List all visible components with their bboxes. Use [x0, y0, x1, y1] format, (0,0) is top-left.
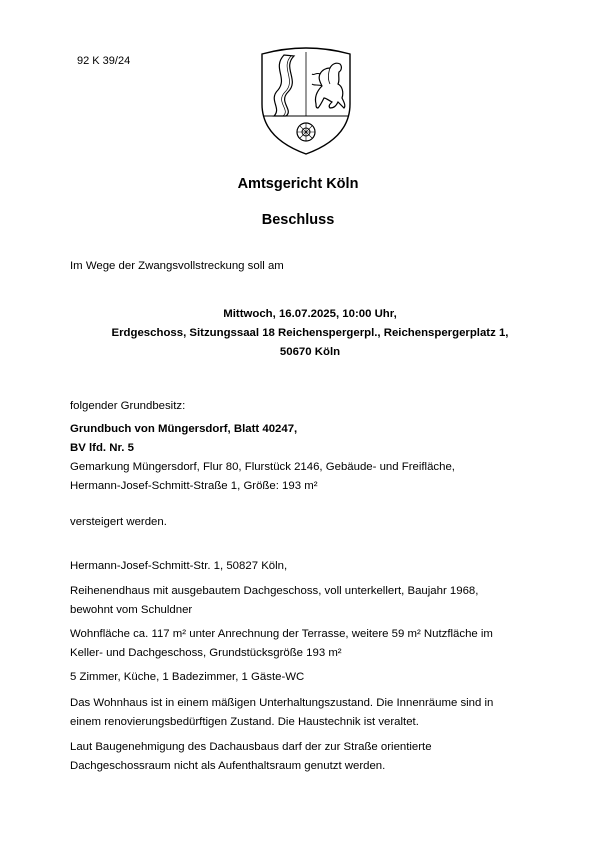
property-item: BV lfd. Nr. 5 [70, 442, 134, 454]
appointment-date: Mittwoch, 16.07.2025, 10:00 Uhr, [223, 308, 397, 320]
appointment-city: 50670 Köln [279, 346, 341, 358]
permit-note [70, 738, 432, 776]
court-name: Amtsgericht Köln [237, 176, 359, 192]
land-register: Grundbuch von Müngersdorf, Blatt 40247, [70, 423, 298, 435]
property-address: Hermann-Josef-Schmitt-Str. 1, 50827 Köln, [70, 560, 288, 572]
condition-description-line: einem renovierungsbedürftigen Zustand. Die Haustechnik ist veraltet. [70, 716, 419, 728]
house-description [70, 582, 478, 620]
house-description-line: Reihenendhaus mit ausgebautem Dachgeschoss, voll unterkellert, Baujahr 1968, [70, 585, 479, 597]
rooms-description: 5 Zimmer, Küche, 1 Badezimmer, 1 Gäste-WC [70, 671, 305, 683]
auction-statement: versteigert werden. [70, 516, 167, 528]
permit-note-line: Laut Baugenehmigung des Dachausbaus darf der zur Straße orientierte [70, 741, 432, 753]
house-description-line: bewohnt vom Schuldner [70, 604, 193, 616]
area-description-line: Wohnfläche ca. 117 m² unter Anrechnung der Terrasse, weitere 59 m² Nutzfläche im [70, 628, 493, 640]
area-description [70, 625, 493, 663]
property-address-size: Hermann-Josef-Schmitt-Straße 1, Größe: 193 m² [70, 480, 318, 492]
property-block [70, 420, 455, 496]
condition-description-line: Das Wohnhaus ist in einem mäßigen Unterhaltungszustand. Die Innenräume sind in [70, 697, 494, 709]
permit-note-line: Dachgeschossraum nicht als Aufenthaltsraum genutzt werden. [70, 760, 386, 772]
document-type: Beschluss [261, 212, 335, 228]
case-number: 92 K 39/24 [77, 55, 131, 67]
coat-of-arms-icon [256, 46, 356, 158]
appointment-block [60, 305, 560, 362]
property-intro: folgender Grundbesitz: [70, 400, 186, 412]
property-parcel: Gemarkung Müngersdorf, Flur 80, Flurstück 2146, Gebäude- und Freifläche, [70, 461, 455, 473]
condition-description [70, 694, 493, 732]
area-description-line: Keller- und Dachgeschoss, Grundstücksgröße 193 m² [70, 647, 342, 659]
appointment-location: Erdgeschoss, Sitzungssaal 18 Reichenspergerpl., Reichenspergerplatz 1, [111, 327, 509, 339]
intro-text: Im Wege der Zwangsvollstreckung soll am [70, 260, 284, 272]
